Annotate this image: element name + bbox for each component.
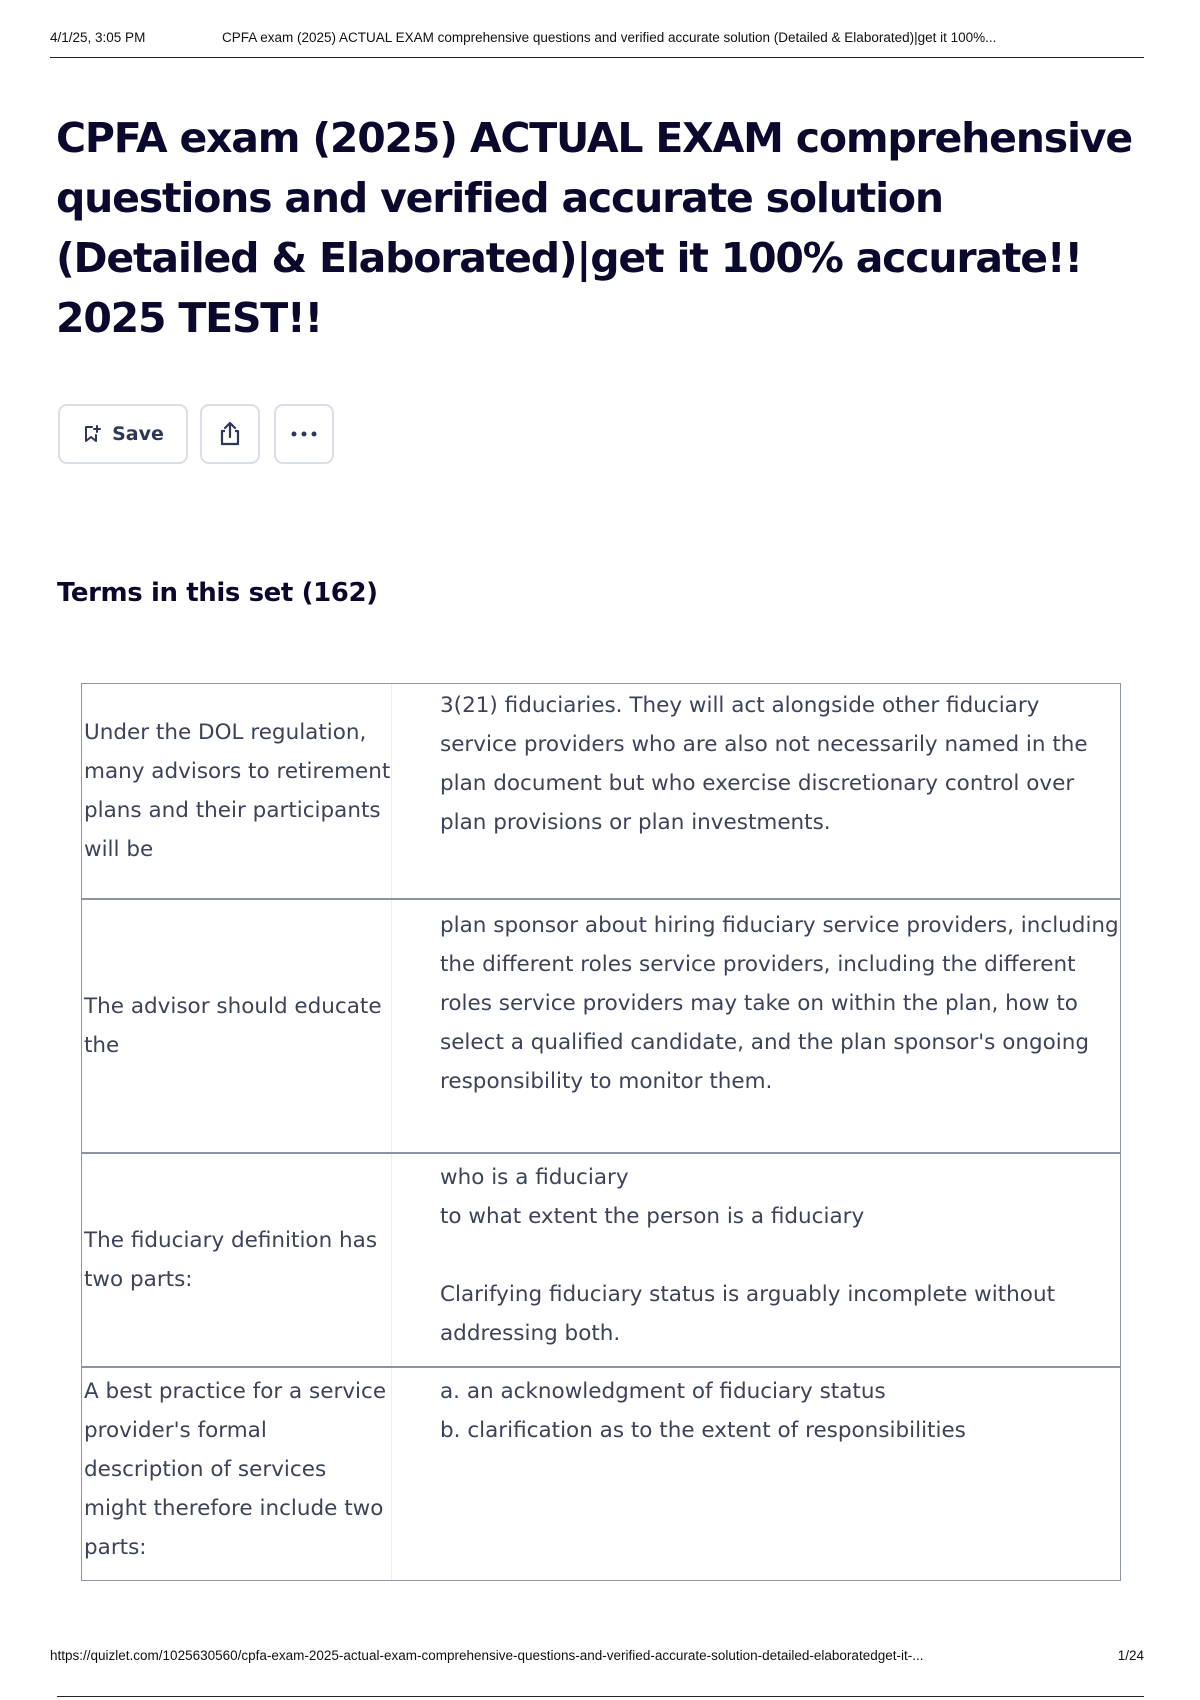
bookmark-add-icon bbox=[82, 424, 102, 444]
definition-text: a. an acknowledgment of fiduciary status b. clarification as to the extent of responsibilities bbox=[440, 1379, 966, 1443]
share-button[interactable] bbox=[200, 404, 260, 464]
definition-text: 3(21) fiduciaries. They will act alongside other fiduciary service providers who are also not necessarily named in the plan document but who exercise discretionary control over plan provisions or plan investments. bbox=[440, 693, 1088, 835]
print-page-number: 1/24 bbox=[1117, 1648, 1144, 1663]
save-button-label: Save bbox=[112, 423, 164, 445]
print-date: 4/1/25, 3:05 PM bbox=[50, 30, 146, 45]
term-text: The fiduciary definition has two parts: bbox=[82, 1154, 392, 1366]
term-text: A best practice for a service provider's formal description of services might therefore include two parts: bbox=[82, 1368, 392, 1580]
print-page-url: https://quizlet.com/1025630560/cpfa-exam-2025-actual-exam-comprehensive-questions-and-verified-accurate-solution-detailed-elaboratedget-it-... bbox=[50, 1648, 924, 1663]
term-row bbox=[82, 1366, 1120, 1580]
terms-heading: Terms in this set (162) bbox=[57, 578, 378, 608]
term-text: The advisor should educate the bbox=[82, 900, 392, 1152]
definition-text: plan sponsor about hiring fiduciary service providers, including the different roles service providers, including the different roles service providers may take on within the plan, how to select a qualified candidate, and the plan sponsor's ongoing responsibility to monitor them. bbox=[440, 913, 1119, 1094]
term-row bbox=[82, 684, 1120, 898]
share-icon bbox=[216, 420, 244, 448]
term-row bbox=[82, 1152, 1120, 1366]
footer-divider bbox=[57, 1696, 1144, 1697]
print-document-title: CPFA exam (2025) ACTUAL EXAM comprehensive questions and verified accurate solution (Detailed & Elaborated)|get it 100%... bbox=[222, 30, 997, 45]
print-header bbox=[50, 30, 1144, 58]
set-title: CPFA exam (2025) ACTUAL EXAM comprehensive questions and verified accurate solution (Detailed & Elaborated)|get it 100% accurate!! 2025 TEST!! bbox=[56, 114, 1132, 342]
definition-text: who is a fiduciary to what extent the person is a fiduciary Clarifying fiduciary status is arguably incomplete without addressing both. bbox=[440, 1165, 1056, 1346]
save-button[interactable] bbox=[58, 404, 188, 464]
term-text: Under the DOL regulation, many advisors to retirement plans and their participants will be bbox=[82, 684, 392, 898]
more-options-button[interactable] bbox=[274, 404, 334, 464]
more-horizontal-icon bbox=[290, 430, 318, 438]
terms-table bbox=[81, 683, 1121, 1581]
term-row bbox=[82, 898, 1120, 1152]
